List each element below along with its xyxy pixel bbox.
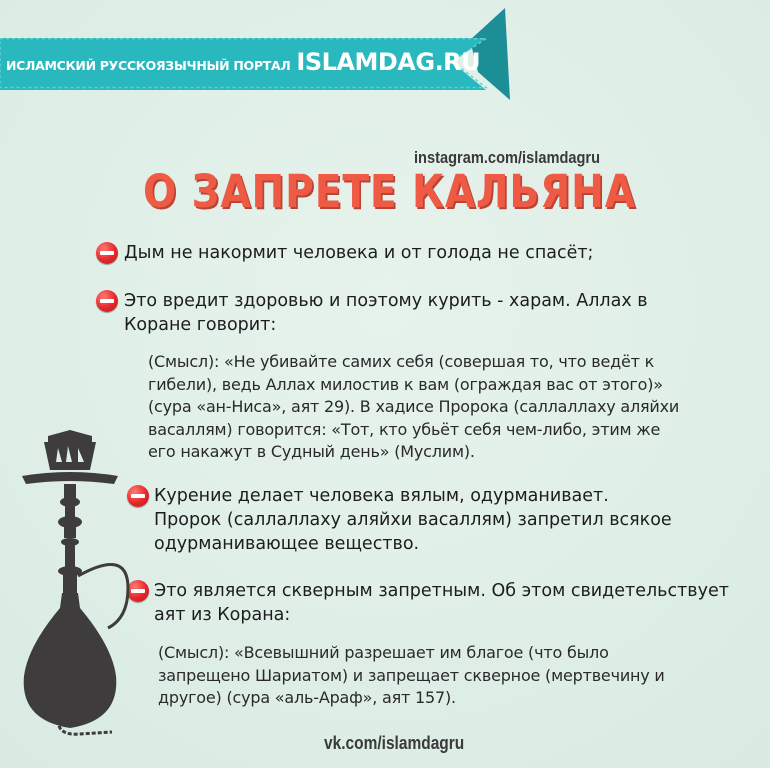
instagram-link[interactable]: instagram.com/islamdagru	[414, 148, 601, 167]
point-text: Это вредит здоровью и поэтому курить - харам. Аллах в Коране говорит:	[124, 291, 648, 335]
point-text: Дым не накормит человека и от голода не спасёт;	[124, 243, 594, 263]
page-title: О ЗАПРЕТЕ КАЛЬЯНА	[143, 165, 636, 218]
point-text: Курение делает человека вялым, одурманивает. Пророк (саллаллаху аляйхи васаллям) запретил всякое одурманивающее вещество.	[154, 486, 672, 554]
banner-text	[6, 48, 480, 88]
vk-link[interactable]: vk.com/islamdagru	[324, 733, 465, 753]
hookah-icon	[0, 428, 140, 748]
banner-portal-label: ИСЛАМСКИЙ РУССКОЯЗЫЧНЫЙ ПОРТАЛ	[6, 58, 291, 73]
quote-block: (Смысл): «Не убивайте самих себя (совершая то, что ведёт к гибели), ведь Аллах милостив к вам (ограждая вас от этого)» (сура «ан-Ниса», аят 29). В хадисе Пророка (саллаллаху аляйхи васаллям) говорится: «Тот, кто убьёт себя чем-либо, этим же его накажут в Судный день» (Муслим).	[148, 352, 680, 461]
point-text: Это является скверным запретным. Об этом свидетельствует аят из Корана:	[154, 581, 729, 625]
no-entry-icon	[96, 242, 118, 264]
no-entry-icon	[96, 290, 118, 312]
quote-block: (Смысл): «Всевышний разрешает им благое (что было запрещено Шариатом) и запрещает скверное (мертвечину и другое) (сура «аль-Араф», аят 157).	[158, 643, 665, 707]
banner-site-name[interactable]: ISLAMDAG.RU	[296, 48, 481, 76]
